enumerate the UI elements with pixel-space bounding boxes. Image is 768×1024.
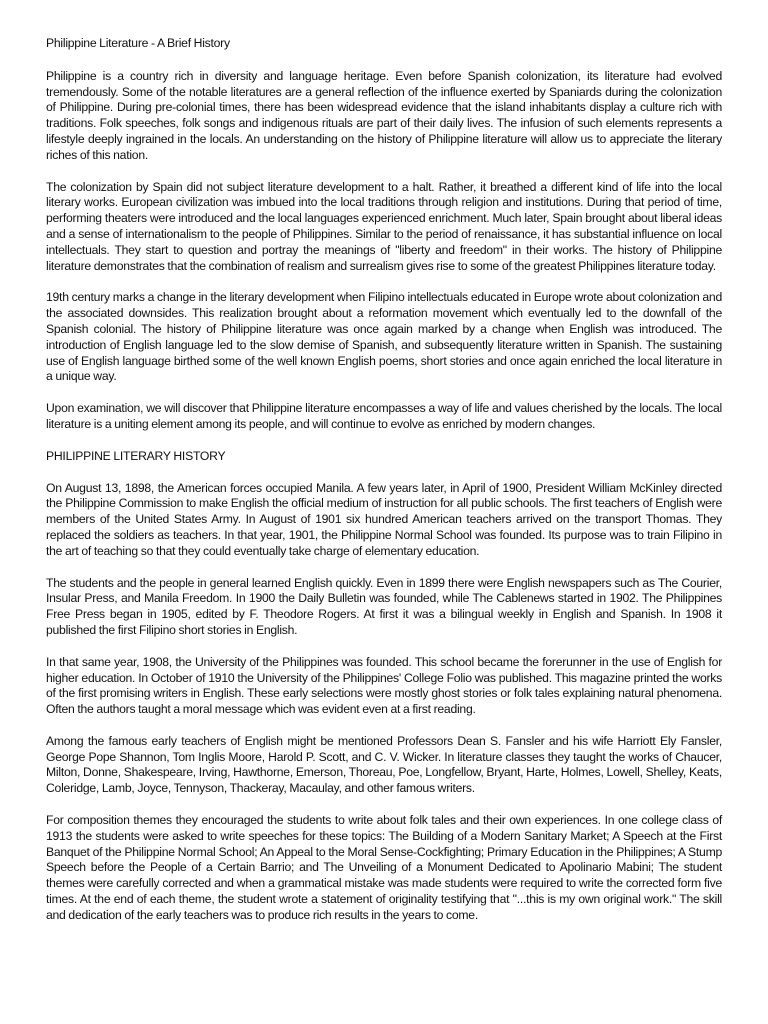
paragraph: On August 13, 1898, the American forces occupied Manila. A few years later, in April of 1900, President William McKinley directed the Philippine Commission to make English the official medium of instruction for all public schools. The first teachers of English were members of the United States Army. In August of 1901 six hundred American teachers arrived on the transport Thomas. They replaced the soldiers as teachers. In that year, 1901, the Philippine Normal School was founded. Its purpose was to train Filipino in the art of teaching so that they could eventually take charge of elementary education.: [46, 480, 722, 558]
paragraph: Upon examination, we will discover that Philippine literature encompasses a way of life and values cherished by the locals. The local literature is a uniting element among its people, and will continue to evolve as enriched by modern changes.: [46, 401, 722, 431]
paragraph: The colonization by Spain did not subject literature development to a halt. Rather, it breathed a different kind of life into the local literary works. European civilization was imbued into the local traditions through religion and institutions. During that period of time, performing theaters were introduced and the local languages experienced enrichment. Much later, Spain brought about liberal ideas and a sense of internationalism to the people of Philippines. Similar to the period of renaissance, it has substantial influence on local intellectuals. They start to question and portray the meanings of "liberty and freedom" in their works. The history of Philippine literature demonstrates that the combination of realism and surrealism gives rise to some of the greatest Philippines literature today.: [46, 179, 722, 273]
document-page: [46, 36, 722, 940]
paragraph: For composition themes they encouraged the students to write about folk tales and their own experiences. In one college class of 1913 the students were asked to write speeches for these topics: The Building of a Modern Sanitary Market; A Speech at the First Banquet of the Philippine Normal School; An Appeal to the Moral Sense-Cockfighting; Primary Education in the Philippines; A Stump Speech before the People of a Certain Barrio; and The Unveiling of a Monument Dedicated to Apolinario Mabini; The student themes were carefully corrected and when a grammatical mistake was made students were required to write the corrected form five times. At the end of each theme, the student wrote a statement of originality testifying that "...this is my own original work." The skill and dedication of the early teachers was to produce rich results in the years to come.: [46, 813, 722, 922]
paragraph: Among the famous early teachers of English might be mentioned Professors Dean S. Fansler and his wife Harriott Ely Fansler, George Pope Shannon, Tom Inglis Moore, Harold P. Scott, and C. V. Wicker. In literature classes they taught the works of Chaucer, Milton, Donne, Shakespeare, Irving, Hawthorne, Emerson, Thoreau, Poe, Longfellow, Bryant, Harte, Holmes, Lowell, Shelley, Keats, Coleridge, Lamb, Joyce, Tennyson, Thackeray, Macaulay, and other famous writers.: [46, 733, 722, 796]
section-heading: PHILIPPINE LITERARY HISTORY: [46, 448, 226, 463]
paragraph: In that same year, 1908, the University of the Philippines was founded. This school became the forerunner in the use of English for higher education. In October of 1910 the University of the Philippines' College Folio was published. This magazine printed the works of the first promising writers in English. These early selections were mostly ghost stories or folk tales explaining natural phenomena. Often the authors taught a moral message which was evident even at a first reading.: [46, 654, 722, 717]
document-title: Philippine Literature - A Brief History: [46, 36, 230, 50]
paragraph: Philippine is a country rich in diversity and language heritage. Even before Spanish colonization, its literature had evolved tremendously. Some of the notable literatures are a general reflection of the influence exerted by Spaniards during the colonization of Philippine. During pre-colonial times, there has been widespread evidence that the island inhabitants display a culture rich with traditions. Folk speeches, folk songs and indigenous rituals are part of their daily lives. The infusion of such elements represents a lifestyle deeply ingrained in the locals. An understanding on the history of Philippine literature will allow us to appreciate the literary riches of this nation.: [46, 68, 722, 162]
paragraph: 19th century marks a change in the literary development when Filipino intellectuals educated in Europe wrote about colonization and the associated downsides. This realization brought about a reformation movement which eventually led to the downfall of the Spanish colonial. The history of Philippine literature was once again marked by a change when English was introduced. The introduction of English language led to the slow demise of Spanish, and subsequently literature written in Spanish. The sustaining use of English language birthed some of the well known English poems, short stories and once again enriched the local literature in a unique way.: [46, 290, 722, 384]
paragraph: The students and the people in general learned English quickly. Even in 1899 there were English newspapers such as The Courier, Insular Press, and Manila Freedom. In 1900 the Daily Bulletin was founded, while The Cablenews started in 1902. The Philippines Free Press began in 1905, edited by F. Theodore Rogers. At first it was a bilingual weekly in English and Spanish. In 1908 it published the first Filipino short stories in English.: [46, 575, 722, 637]
